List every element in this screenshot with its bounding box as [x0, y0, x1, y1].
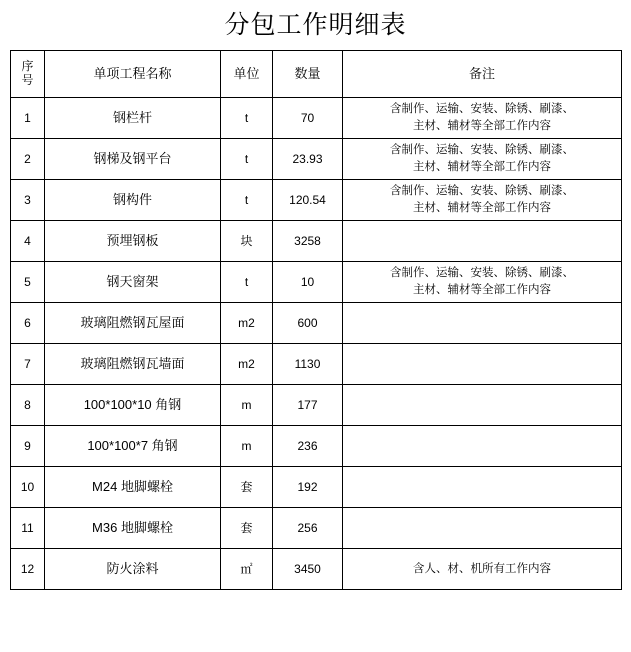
- table-row: [11, 426, 622, 467]
- column-header-unit: 单位: [221, 51, 273, 98]
- page-title: 分包工作明细表: [224, 11, 407, 39]
- cell-unit: m: [221, 385, 273, 426]
- cell-item-name: 预埋钢板: [45, 221, 221, 262]
- cell-quantity: 600: [273, 303, 343, 344]
- cell-item-name: M24 地脚螺栓: [45, 467, 221, 508]
- cell-no: 11: [11, 508, 45, 549]
- table-row: [11, 221, 622, 262]
- cell-unit: t: [221, 139, 273, 180]
- cell-remark: [343, 508, 622, 549]
- cell-quantity: 1130: [273, 344, 343, 385]
- cell-no: 12: [11, 549, 45, 590]
- remark-line-2: 主材、辅材等全部工作内容: [413, 120, 551, 132]
- table-row: [11, 262, 622, 303]
- cell-quantity: 120.54: [273, 180, 343, 221]
- subcontract-detail-table: [10, 50, 622, 590]
- remark-line-1: 含制作、运输、安装、除锈、刷漆、: [390, 185, 574, 198]
- cell-unit: 块: [221, 221, 273, 262]
- cell-item-name: 钢栏杆: [45, 98, 221, 139]
- column-header-no-line1: 序: [21, 59, 34, 74]
- cell-no: 9: [11, 426, 45, 467]
- table-header-row: [11, 51, 622, 98]
- cell-unit: m: [221, 426, 273, 467]
- table-row: [11, 385, 622, 426]
- cell-unit: m2: [221, 303, 273, 344]
- cell-no: 6: [11, 303, 45, 344]
- column-header-no: [11, 51, 45, 98]
- cell-unit: t: [221, 98, 273, 139]
- remark-line-1: 含制作、运输、安装、除锈、刷漆、: [390, 144, 574, 157]
- column-header-name: 单项工程名称: [45, 51, 221, 98]
- cell-no: 10: [11, 467, 45, 508]
- table-row: [11, 467, 622, 508]
- cell-remark: [343, 344, 622, 385]
- cell-remark: 含人、材、机所有工作内容: [343, 549, 622, 590]
- cell-no: 3: [11, 180, 45, 221]
- cell-no: 1: [11, 98, 45, 139]
- cell-unit: t: [221, 262, 273, 303]
- cell-item-name: 玻璃阻燃钢瓦墙面: [45, 344, 221, 385]
- table-container: [0, 50, 631, 590]
- cell-quantity: 70: [273, 98, 343, 139]
- cell-remark: [343, 139, 622, 180]
- cell-quantity: 177: [273, 385, 343, 426]
- column-header-remark: 备注: [343, 51, 622, 98]
- cell-remark: [343, 426, 622, 467]
- cell-item-name: M36 地脚螺栓: [45, 508, 221, 549]
- cell-item-name: 钢天窗架: [45, 262, 221, 303]
- cell-item-name: 玻璃阻燃钢瓦屋面: [45, 303, 221, 344]
- cell-quantity: 236: [273, 426, 343, 467]
- table-row: [11, 303, 622, 344]
- cell-remark: [343, 385, 622, 426]
- table-body: [11, 98, 622, 590]
- remark-line-2: 主材、辅材等全部工作内容: [413, 161, 551, 173]
- cell-quantity: 3450: [273, 549, 343, 590]
- cell-quantity: 3258: [273, 221, 343, 262]
- remark-line-1: 含制作、运输、安装、除锈、刷漆、: [390, 103, 574, 116]
- cell-item-name: 钢构件: [45, 180, 221, 221]
- cell-unit: t: [221, 180, 273, 221]
- cell-remark: [343, 262, 622, 303]
- column-header-no-line2: 号: [21, 73, 34, 87]
- cell-remark: [343, 221, 622, 262]
- cell-remark: [343, 180, 622, 221]
- column-header-quantity: 数量: [273, 51, 343, 98]
- cell-quantity: 256: [273, 508, 343, 549]
- cell-unit: m2: [221, 344, 273, 385]
- cell-no: 4: [11, 221, 45, 262]
- table-row: [11, 180, 622, 221]
- table-row: [11, 549, 622, 590]
- cell-no: 5: [11, 262, 45, 303]
- cell-quantity: 192: [273, 467, 343, 508]
- remark-line-1: 含制作、运输、安装、除锈、刷漆、: [390, 267, 574, 280]
- table-row: [11, 139, 622, 180]
- cell-remark: [343, 467, 622, 508]
- remark-line-2: 主材、辅材等全部工作内容: [413, 202, 551, 214]
- cell-item-name: 100*100*10 角钢: [45, 385, 221, 426]
- cell-no: 2: [11, 139, 45, 180]
- cell-no: 8: [11, 385, 45, 426]
- cell-item-name: 防火涂料: [45, 549, 221, 590]
- cell-no: 7: [11, 344, 45, 385]
- cell-unit: 套: [221, 508, 273, 549]
- cell-item-name: 钢梯及钢平台: [45, 139, 221, 180]
- cell-quantity: 10: [273, 262, 343, 303]
- cell-unit: ㎡: [221, 549, 273, 590]
- table-row: [11, 98, 622, 139]
- cell-quantity: 23.93: [273, 139, 343, 180]
- remark-line-2: 主材、辅材等全部工作内容: [413, 284, 551, 296]
- cell-item-name: 100*100*7 角钢: [45, 426, 221, 467]
- cell-remark: [343, 303, 622, 344]
- cell-unit: 套: [221, 467, 273, 508]
- table-row: [11, 344, 622, 385]
- table-header: [11, 51, 622, 98]
- cell-remark: [343, 98, 622, 139]
- table-row: [11, 508, 622, 549]
